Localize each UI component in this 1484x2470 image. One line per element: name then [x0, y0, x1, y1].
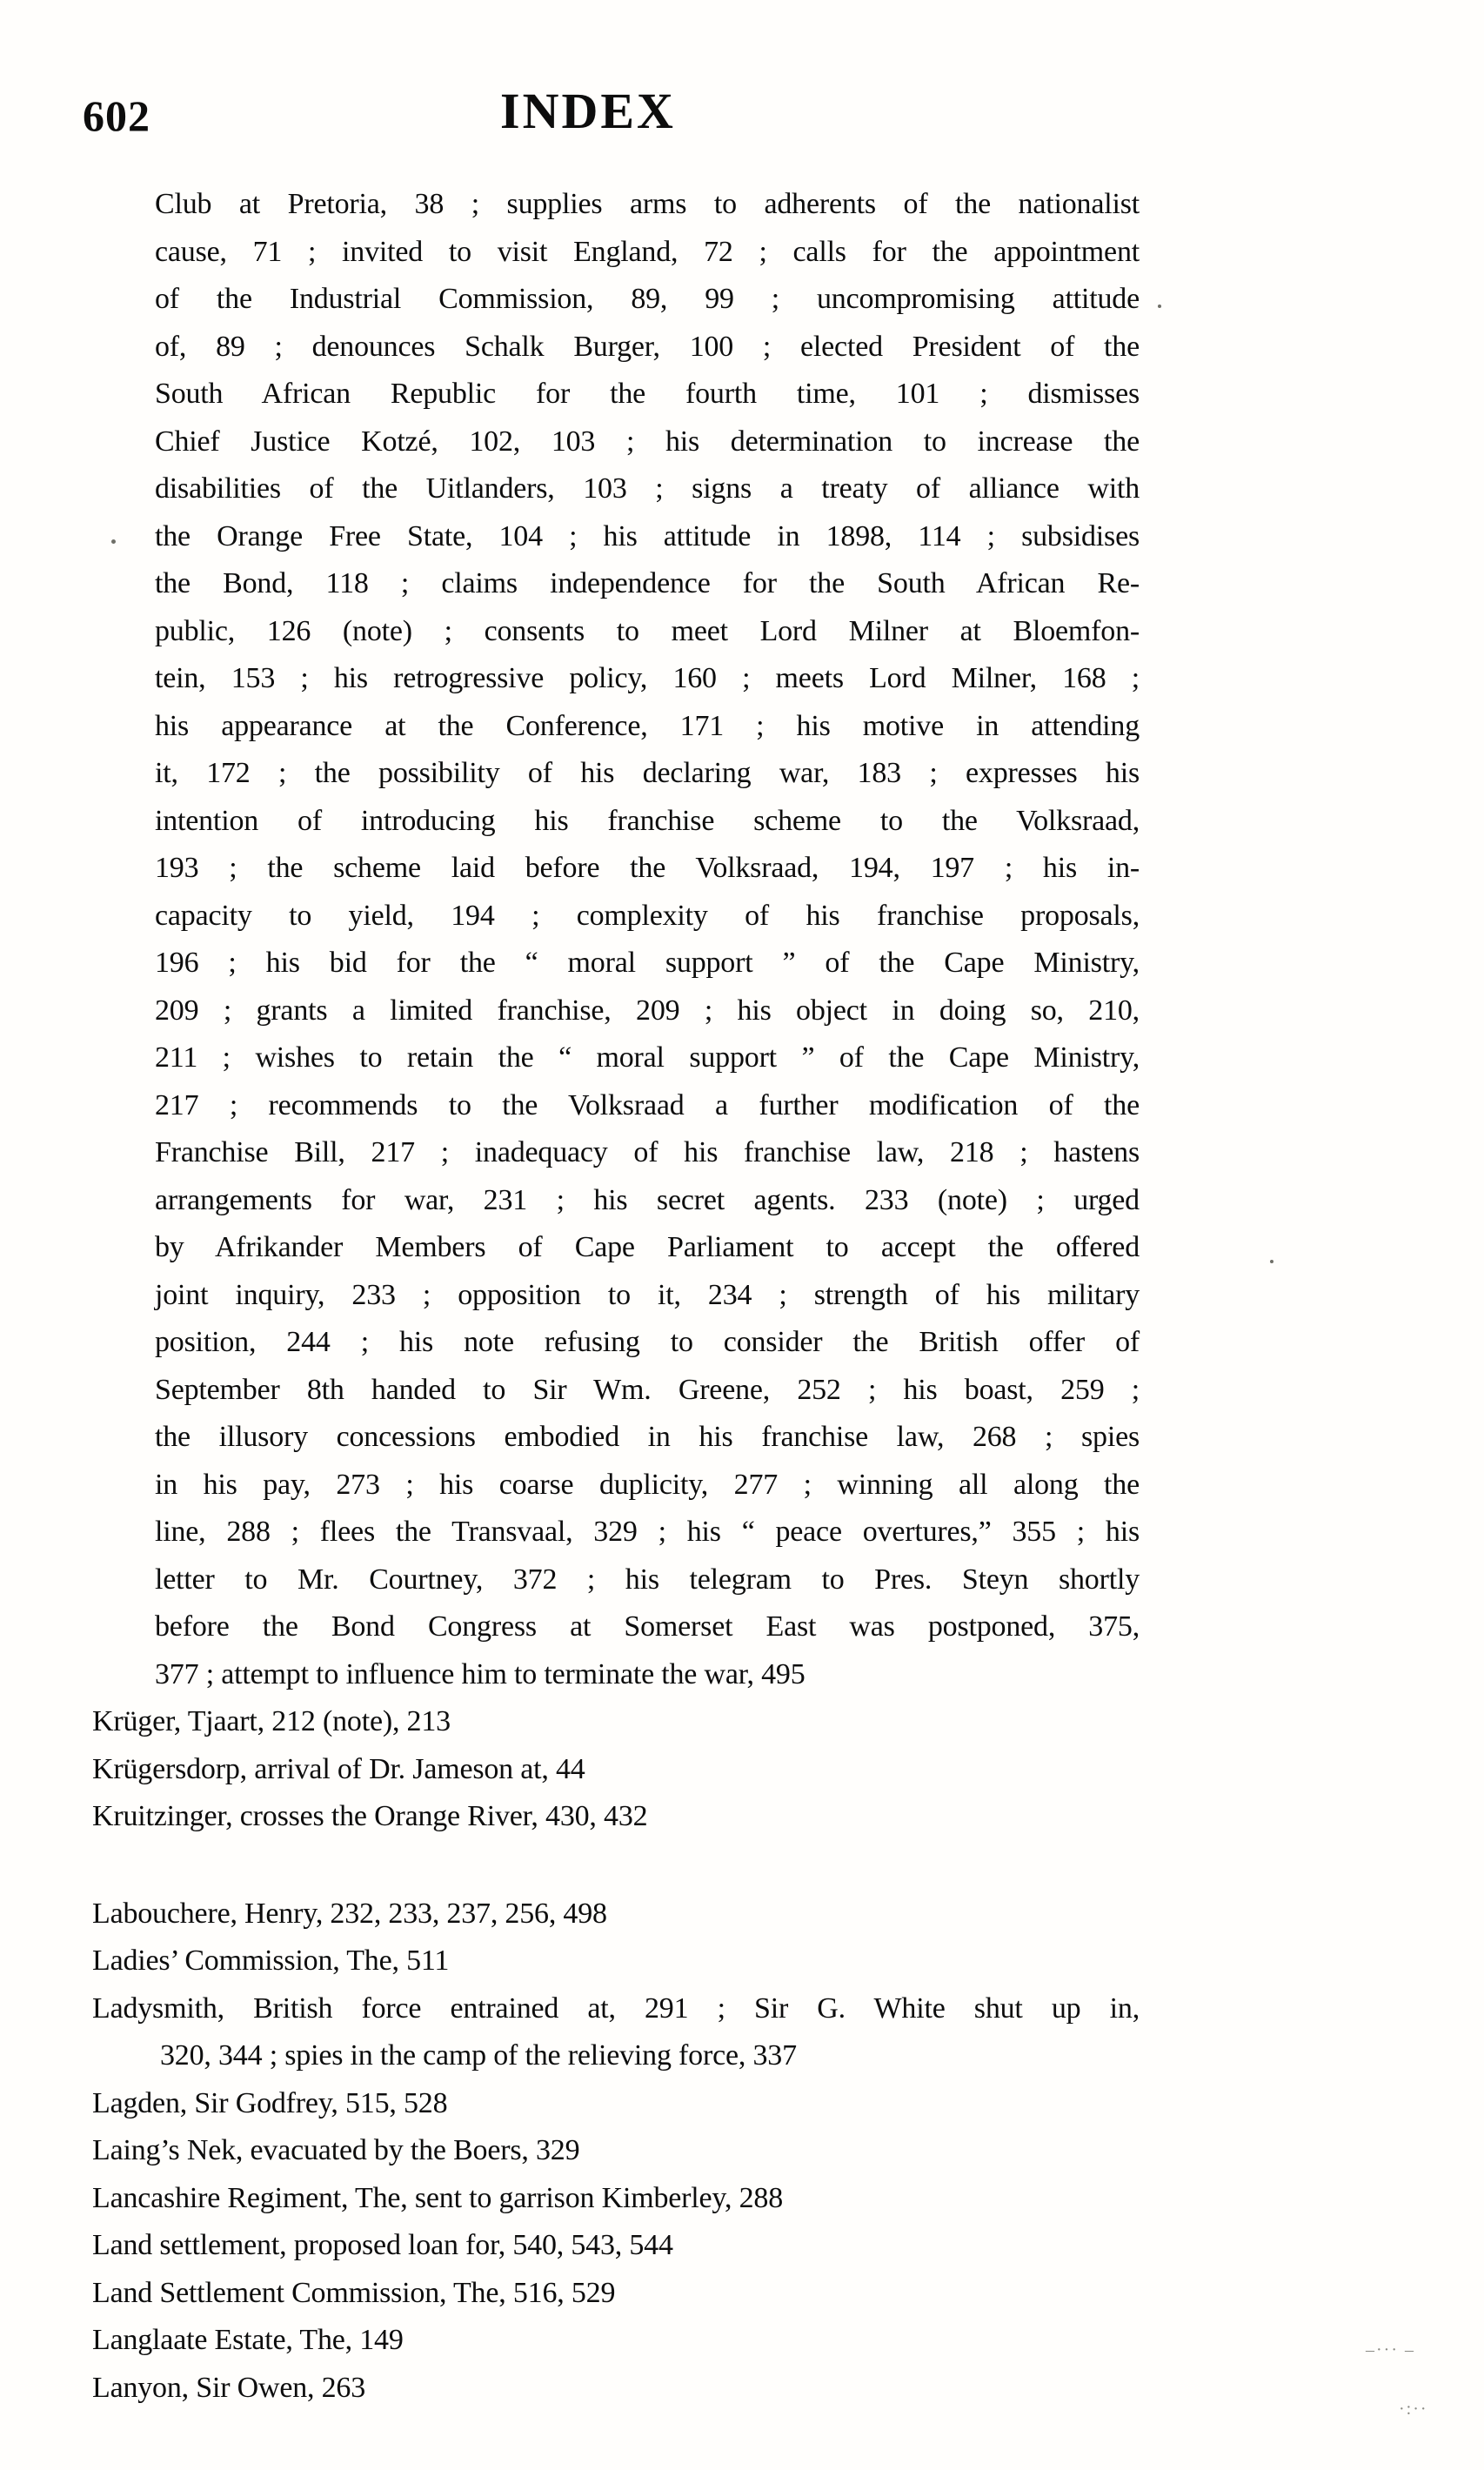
index-line: intention of introducing his franchise scheme to the Volksraad,	[155, 804, 1140, 837]
index-line: Krüger, Tjaart, 212 (note), 213	[92, 1705, 451, 1737]
index-line: of, 89 ; denounces Schalk Burger, 100 ; elected President of the	[155, 330, 1140, 363]
index-line: the illusory concessions embodied in his franchise law, 268 ; spies	[155, 1421, 1140, 1453]
index-line: the Orange Free State, 104 ; his attitude in 1898, 114 ; subsidises	[155, 519, 1140, 552]
index-line: position, 244 ; his note refusing to consider the British offer of	[155, 1326, 1140, 1358]
index-line: public, 126 (note) ; consents to meet Lord Milner at Bloemfon-	[155, 614, 1140, 647]
index-line: before the Bond Congress at Somerset East was postponed, 375,	[155, 1610, 1140, 1643]
index-line: 196 ; his bid for the “ moral support ” of the Cape Ministry,	[155, 947, 1140, 979]
index-line: 217 ; recommends to the Volksraad a further modification of the	[155, 1088, 1140, 1121]
scan-artifact: ·:··	[1399, 2400, 1428, 2419]
index-line: September 8th handed to Sir Wm. Greene, 252 ; his boast, 259 ;	[155, 1373, 1140, 1406]
index-line: 211 ; wishes to retain the “ moral support ” of the Cape Ministry,	[155, 1041, 1140, 1074]
index-line: Ladies’ Commission, The, 511	[92, 1945, 450, 1977]
scan-artifact: –··· –	[1366, 2340, 1415, 2360]
index-line: 209 ; grants a limited franchise, 209 ; his object in doing so, 210,	[155, 994, 1140, 1027]
index-line: the Bond, 118 ; claims independence for the South African Re-	[155, 567, 1140, 599]
index-line: Kruitzinger, crosses the Orange River, 430, 432	[92, 1800, 648, 1832]
index-line: Land Settlement Commission, The, 516, 529	[92, 2276, 616, 2309]
scan-speck	[1270, 1260, 1273, 1263]
index-line: it, 172 ; the possibility of his declaring war, 183 ; expresses his	[155, 757, 1140, 789]
index-line: Labouchere, Henry, 232, 233, 237, 256, 498	[92, 1897, 607, 1930]
index-line: Laing’s Nek, evacuated by the Boers, 329	[92, 2134, 580, 2166]
index-line: Club at Pretoria, 38 ; supplies arms to adherents of the nationalist	[155, 188, 1140, 220]
index-line: Chief Justice Kotzé, 102, 103 ; his determination to increase the	[155, 425, 1140, 458]
index-line: disabilities of the Uitlanders, 103 ; signs a treaty of alliance with	[155, 472, 1140, 505]
index-line: South African Republic for the fourth time, 101 ; dismisses	[155, 378, 1140, 410]
index-line: Lagden, Sir Godfrey, 515, 528	[92, 2086, 448, 2119]
index-line: joint inquiry, 233 ; opposition to it, 234 ; strength of his military	[155, 1278, 1140, 1311]
scan-speck	[111, 539, 116, 544]
index-line: letter to Mr. Courtney, 372 ; his telegram to Pres. Steyn shortly	[155, 1563, 1140, 1596]
index-line: 377 ; attempt to influence him to terminate the war, 495	[155, 1657, 806, 1690]
index-line: Langlaate Estate, The, 149	[92, 2324, 404, 2356]
index-line: Krügersdorp, arrival of Dr. Jameson at, 44	[92, 1752, 585, 1785]
index-line: Land settlement, proposed loan for, 540, 543, 544	[92, 2229, 673, 2261]
index-line: line, 288 ; flees the Transvaal, 329 ; his “ peace overtures,” 355 ; his	[155, 1516, 1140, 1548]
page-number: 602	[83, 91, 150, 140]
index-line: Lanyon, Sir Owen, 263	[92, 2371, 366, 2404]
index-line: arrangements for war, 231 ; his secret agents. 233 (note) ; urged	[155, 1183, 1140, 1216]
page-title: INDEX	[500, 83, 676, 139]
index-line: of the Industrial Commission, 89, 99 ; uncompromising attitude	[155, 283, 1140, 315]
index-line: his appearance at the Conference, 171 ; his motive in attending	[155, 709, 1140, 742]
index-line: by Afrikander Members of Cape Parliament to accept the offered	[155, 1231, 1140, 1263]
index-body	[92, 181, 1140, 2412]
index-line: capacity to yield, 194 ; complexity of his franchise proposals,	[155, 899, 1140, 932]
scan-speck	[1158, 305, 1161, 308]
index-line: 320, 344 ; spies in the camp of the relieving force, 337	[160, 2039, 797, 2072]
index-line: cause, 71 ; invited to visit England, 72 ; calls for the appointment	[155, 235, 1140, 268]
index-line: Lancashire Regiment, The, sent to garrison Kimberley, 288	[92, 2181, 783, 2214]
index-line: Franchise Bill, 217 ; inadequacy of his franchise law, 218 ; hastens	[155, 1136, 1140, 1168]
index-line: tein, 153 ; his retrogressive policy, 160 ; meets Lord Milner, 168 ;	[155, 662, 1140, 694]
index-line: in his pay, 273 ; his coarse duplicity, 277 ; winning all along the	[155, 1468, 1140, 1501]
index-line: 193 ; the scheme laid before the Volksraad, 194, 197 ; his in-	[155, 852, 1140, 884]
index-line: Ladysmith, British force entrained at, 291 ; Sir G. White shut up in,	[92, 1991, 1140, 2025]
